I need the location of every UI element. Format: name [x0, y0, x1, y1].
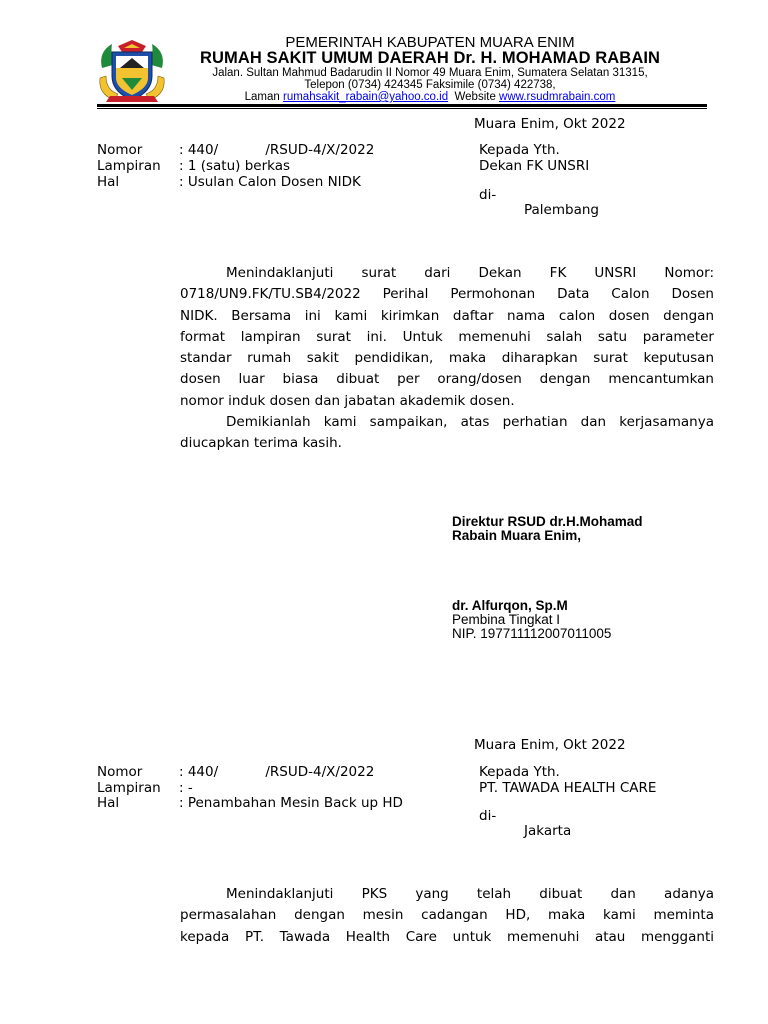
paragraph-line: diucapkan terima kasih. [180, 435, 342, 452]
web-prefix: Laman [244, 91, 283, 103]
letter1-lampiran-value: : 1 (satu) berkas [179, 158, 291, 174]
letterhead-phone: Telepon (0734) 424345 Faksimile (0734) 422738, [304, 79, 556, 91]
paragraph-line: kepada PT. Tawada Health Care untuk memenuhi atau mengganti [180, 928, 714, 945]
letterhead-contact [180, 91, 680, 103]
paragraph-line: Menindaklanjuti PKS yang telah dibuat dan adanya [226, 886, 714, 902]
letter1-nomor-value: : 440/ /RSUD-4/X/2022 [179, 142, 375, 158]
letter2-hal-label: Hal [97, 795, 120, 811]
letter1-recipient: Dekan FK UNSRI [479, 158, 590, 174]
letter2-date: Muara Enim, Okt 2022 [474, 737, 626, 753]
paragraph-line: nomor induk dosen dan jabatan akademik dosen. [180, 392, 515, 409]
letterhead-government: PEMERINTAH KABUPATEN MUARA ENIM [285, 34, 575, 51]
email-link[interactable]: rumahsakit_rabain@yahoo.co.id [283, 91, 449, 103]
letter2-lampiran-value: : - [179, 780, 193, 796]
letterhead-divider-thick [97, 104, 707, 107]
letter2-hal-value: : Penambahan Mesin Back up HD [179, 795, 403, 811]
letter1-paragraph-1 [180, 263, 714, 455]
letter2-recipient-salutation: Kepada Yth. [479, 764, 560, 780]
letter2-paragraph-1 [180, 884, 714, 948]
letter2-nomor-value: : 440/ /RSUD-4/X/2022 [179, 764, 375, 780]
website-link[interactable]: www.rsudmrabain.com [499, 91, 616, 103]
paragraph-line: 0718/UN9.FK/TU.SB4/2022 Perihal Permohonan Data Calon Dosen [180, 286, 714, 303]
signatory-name: dr. Alfurqon, Sp.M [452, 598, 568, 613]
paragraph-line: Menindaklanjuti surat dari Dekan FK UNSRI Nomor: [226, 265, 714, 281]
paragraph-line: format lampiran surat ini. Untuk memenuhi salah satu parameter [180, 328, 714, 345]
regency-emblem-icon [96, 38, 168, 104]
signatory-title-line1: Direktur RSUD dr.H.Mohamad [452, 514, 643, 529]
letter1-di: di- [479, 187, 497, 203]
paragraph-line: NIDK. Bersama ini kami kirimkan daftar nama calon dosen dengan [180, 307, 714, 324]
letter2-nomor-label: Nomor [97, 764, 143, 780]
signatory-title-line2: Rabain Muara Enim, [452, 528, 582, 543]
letter1-date: Muara Enim, Okt 2022 [474, 116, 626, 132]
letter2-di: di- [479, 808, 497, 824]
letter1-nomor-label: Nomor [97, 142, 143, 158]
paragraph-line: standar rumah sakit pendidikan, maka diharapkan surat keputusan [180, 350, 714, 367]
letter1-hal-value: : Usulan Calon Dosen NIDK [179, 174, 361, 190]
letter1-lampiran-label: Lampiran [97, 158, 161, 174]
letter2-city: Jakarta [524, 823, 572, 839]
letterhead-divider-thin [97, 108, 707, 109]
letterhead-hospital-name: RUMAH SAKIT UMUM DAERAH Dr. H. MOHAMAD RABAIN [199, 49, 661, 67]
paragraph-line: permasalahan dengan mesin cadangan HD, maka kami meminta [180, 907, 714, 924]
signatory-rank: Pembina Tingkat I [452, 612, 561, 627]
letterhead-address: Jalan. Sultan Mahmud Badarudin II Nomor 49 Muara Enim, Sumatera Selatan 31315, [212, 67, 648, 79]
letter1-hal-label: Hal [97, 174, 120, 190]
letter1-recipient-salutation: Kepada Yth. [479, 142, 560, 158]
letter1-city: Palembang [524, 202, 599, 218]
website-label: Website [448, 91, 500, 103]
paragraph-line: Demikianlah kami sampaikan, atas perhatian dan kerjasamanya [226, 414, 714, 431]
paragraph-line: dosen luar biasa dibuat per orang/dosen dengan mencantumkan [180, 371, 714, 388]
letter2-recipient: PT. TAWADA HEALTH CARE [479, 780, 657, 796]
letter2-lampiran-label: Lampiran [97, 780, 161, 796]
signatory-nip: NIP. 197711112007011005 [452, 626, 612, 641]
